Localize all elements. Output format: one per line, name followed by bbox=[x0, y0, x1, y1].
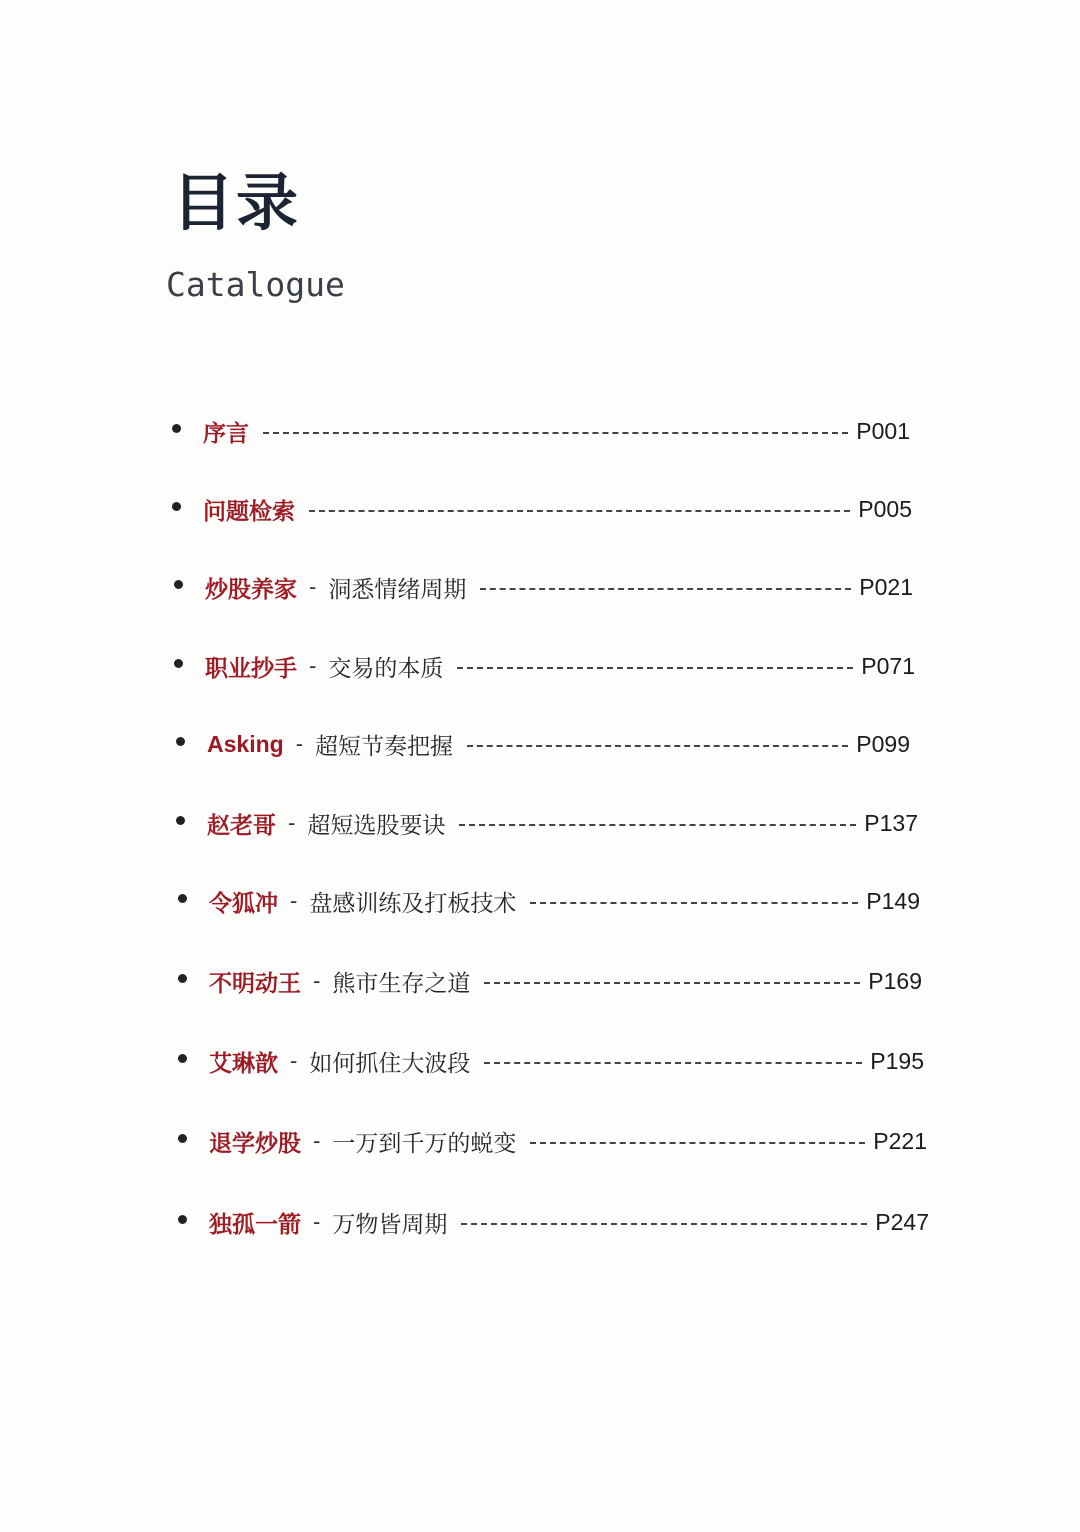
toc-page-number: P195 bbox=[870, 1047, 924, 1074]
dotted-leader bbox=[461, 1223, 867, 1225]
toc-page-number: P221 bbox=[873, 1127, 927, 1154]
toc-page-number: P071 bbox=[861, 652, 915, 679]
toc-topic: 交易的本质 bbox=[328, 655, 444, 682]
toc-author: 独孤一箭 bbox=[209, 1211, 301, 1238]
toc-entry[interactable] bbox=[172, 411, 910, 451]
page-title: 目录 bbox=[172, 166, 301, 239]
toc-page-number: P005 bbox=[858, 495, 912, 522]
dotted-leader bbox=[484, 1062, 862, 1064]
toc-separator: - bbox=[290, 1048, 298, 1073]
bullet-icon bbox=[176, 816, 185, 825]
dotted-leader bbox=[459, 824, 856, 826]
dotted-leader bbox=[263, 432, 848, 434]
bullet-icon bbox=[178, 1134, 187, 1143]
dotted-leader bbox=[457, 667, 853, 669]
toc-entry[interactable] bbox=[178, 1121, 927, 1161]
bullet-icon bbox=[178, 1215, 187, 1224]
dotted-leader bbox=[309, 510, 850, 512]
toc-author: 令狐冲 bbox=[209, 890, 278, 917]
toc-page-number: P169 bbox=[868, 967, 922, 994]
toc-separator: - bbox=[290, 888, 298, 913]
toc-author: 序言 bbox=[203, 420, 249, 447]
toc-author: 艾琳歆 bbox=[209, 1050, 278, 1077]
toc-author: 问题检索 bbox=[203, 498, 295, 525]
dotted-leader bbox=[530, 902, 858, 904]
toc-topic: 超短选股要诀 bbox=[307, 812, 446, 839]
toc-author: 职业抄手 bbox=[205, 655, 297, 682]
dotted-leader bbox=[480, 588, 851, 590]
toc-author: 赵老哥 bbox=[207, 812, 276, 839]
toc-separator: - bbox=[313, 968, 321, 993]
toc-separator: - bbox=[309, 574, 317, 599]
toc-page-number: P001 bbox=[856, 417, 910, 444]
bullet-icon bbox=[174, 580, 183, 589]
toc-entry[interactable] bbox=[178, 1202, 929, 1242]
toc-separator: - bbox=[313, 1209, 321, 1234]
toc-entry[interactable] bbox=[176, 724, 910, 764]
toc-entry[interactable] bbox=[176, 803, 918, 843]
toc-entry[interactable] bbox=[178, 961, 922, 1001]
toc-separator: - bbox=[288, 810, 296, 835]
bullet-icon bbox=[176, 737, 185, 746]
toc-topic: 一万到千万的蜕变 bbox=[332, 1130, 517, 1157]
toc-author: 退学炒股 bbox=[209, 1130, 301, 1157]
toc-page-number: P137 bbox=[864, 809, 918, 836]
bullet-icon bbox=[172, 424, 181, 433]
toc-topic: 如何抓住大波段 bbox=[309, 1050, 471, 1077]
toc-entry[interactable] bbox=[174, 646, 915, 686]
toc-separator: - bbox=[313, 1128, 321, 1153]
toc-author: Asking bbox=[207, 730, 284, 757]
page-subtitle: Catalogue bbox=[166, 265, 345, 304]
toc-entry[interactable] bbox=[178, 1041, 924, 1081]
toc-author: 炒股养家 bbox=[205, 576, 297, 603]
toc-topic: 熊市生存之道 bbox=[332, 970, 471, 997]
dotted-leader bbox=[530, 1142, 865, 1144]
toc-page-number: P247 bbox=[875, 1208, 929, 1235]
bullet-icon bbox=[178, 974, 187, 983]
dotted-leader bbox=[484, 982, 860, 984]
toc-topic: 盘感训练及打板技术 bbox=[309, 890, 517, 917]
toc-entry[interactable] bbox=[172, 489, 912, 529]
dotted-leader bbox=[467, 745, 848, 747]
toc-topic: 超短节奏把握 bbox=[315, 733, 454, 760]
bullet-icon bbox=[174, 659, 183, 668]
toc-page-number: P099 bbox=[856, 730, 910, 757]
toc-separator: - bbox=[309, 653, 317, 678]
toc-entry[interactable] bbox=[178, 881, 920, 921]
bullet-icon bbox=[178, 1054, 187, 1063]
bullet-icon bbox=[178, 894, 187, 903]
toc-topic: 万物皆周期 bbox=[332, 1211, 448, 1238]
toc-page-number: P021 bbox=[859, 573, 913, 600]
bullet-icon bbox=[172, 502, 181, 511]
toc-author: 不明动王 bbox=[209, 970, 301, 997]
toc-separator: - bbox=[295, 731, 304, 756]
toc-topic: 洞悉情绪周期 bbox=[328, 576, 467, 603]
toc-page-number: P149 bbox=[866, 887, 920, 914]
toc-entry[interactable] bbox=[174, 567, 913, 607]
